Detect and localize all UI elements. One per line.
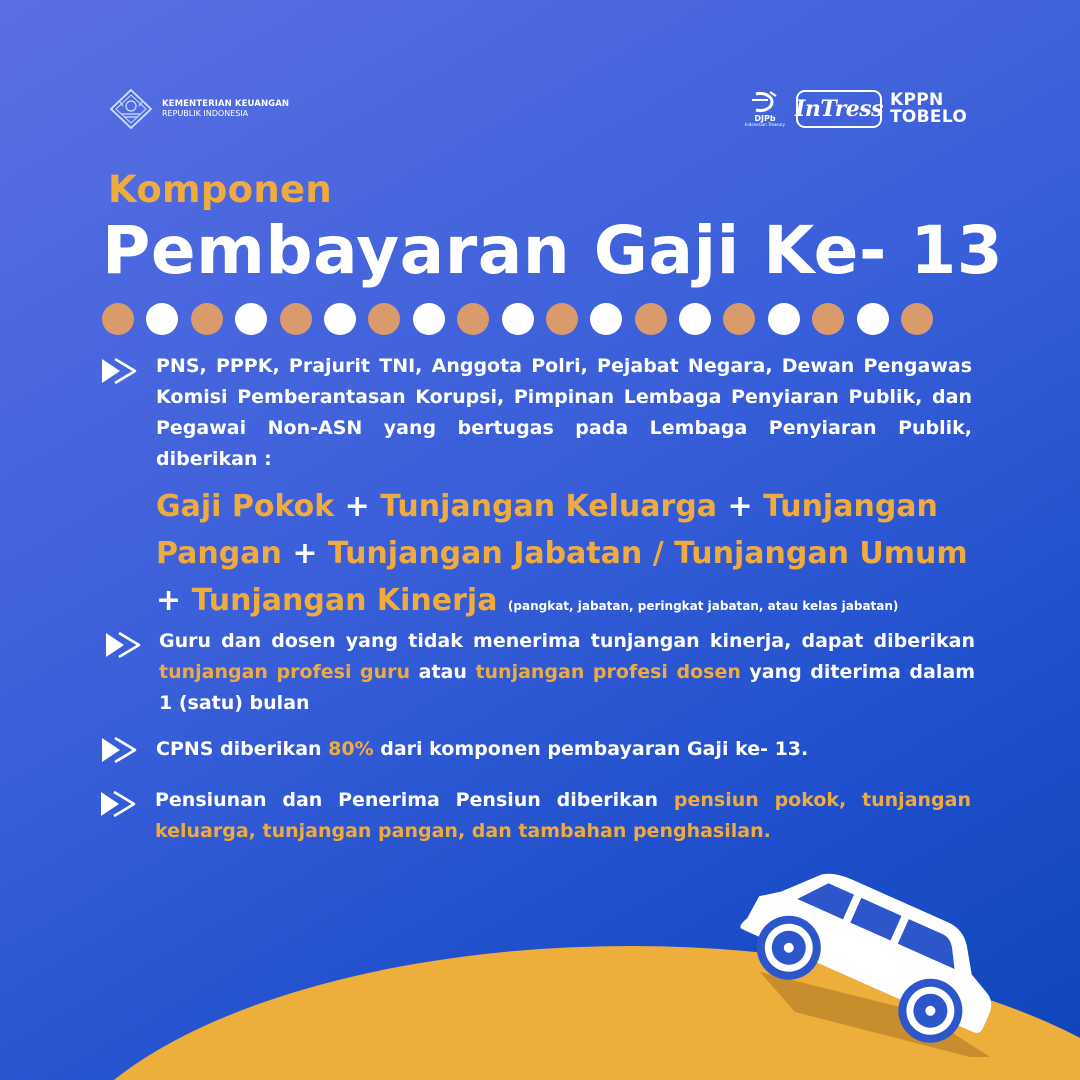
item-text: yang diterima dalam 1 (satu) bulan xyxy=(159,661,975,714)
formula-tunjangan-kinerja: Tunjangan Kinerja xyxy=(191,583,498,618)
formula-gaji-pokok: Gaji Pokok xyxy=(156,489,335,524)
item-pensioners xyxy=(155,785,971,847)
ministry-name: KEMENTERIAN KEUANGAN xyxy=(162,98,290,109)
item-teachers-lecturers xyxy=(159,626,975,719)
double-arrow-icon xyxy=(100,736,138,764)
double-arrow-icon xyxy=(100,357,138,385)
dot-white xyxy=(768,303,800,335)
kppn-label xyxy=(890,92,967,126)
item-text: dari komponen pembayaran Gaji ke- 13. xyxy=(373,738,809,760)
ministry-logo xyxy=(108,88,289,130)
item-highlight: tunjangan profesi guru xyxy=(159,661,411,683)
kppn-line1: KPPN xyxy=(890,90,944,110)
formula-note: (pangkat, jabatan, peringkat jabatan, atau kelas jabatan) xyxy=(507,599,899,613)
dot-orange xyxy=(812,303,844,335)
intress-wordmark: InTress xyxy=(795,96,883,122)
item-eligible-recipients xyxy=(156,351,972,475)
dot-white xyxy=(857,303,889,335)
dot-white xyxy=(235,303,267,335)
subtitle: Komponen xyxy=(108,168,333,211)
kemenkeu-logo-icon xyxy=(108,88,154,130)
formula-plus: + xyxy=(156,583,182,618)
item-highlight: pensiun pokok, tunjangan keluarga, tunjangan pangan, dan tambahan penghasilan. xyxy=(155,789,971,842)
item-text: PNS, PPPK, Prajurit TNI, Anggota Polri, Pejabat Negara, Dewan Pengawas Komisi Pemberantasan Korupsi, Pimpinan Lembaga Penyiaran Publik, dan Pegawai Non-ASN yang bertugas pada Lembaga Penyiaran Publik, diberikan : xyxy=(156,355,972,470)
formula-plus: + xyxy=(344,489,370,524)
dot-orange xyxy=(280,303,312,335)
dot-white xyxy=(146,303,178,335)
item-highlight: tunjangan profesi dosen xyxy=(475,661,741,683)
djpb-name: DJPb xyxy=(754,114,776,124)
item-cpns xyxy=(156,734,972,765)
dot-white xyxy=(413,303,445,335)
double-arrow-icon xyxy=(99,790,137,818)
dot-orange xyxy=(191,303,223,335)
ministry-country: REPUBLIK INDONESIA xyxy=(162,109,249,119)
dot-white xyxy=(324,303,356,335)
item-highlight: 80% xyxy=(328,738,374,760)
item-text: CPNS diberikan xyxy=(156,738,329,760)
djpb-subtitle: Indonesian Treasury xyxy=(744,122,786,128)
dot-white xyxy=(502,303,534,335)
djpb-logo-icon xyxy=(750,90,780,114)
dot-white xyxy=(679,303,711,335)
formula-tunjangan-keluarga: Tunjangan Keluarga xyxy=(380,489,717,524)
dot-orange xyxy=(546,303,578,335)
salary-formula xyxy=(156,483,986,630)
car-icon xyxy=(720,862,1020,1062)
page-title: Pembayaran Gaji Ke- 13 xyxy=(102,212,1004,289)
formula-plus: + xyxy=(727,489,753,524)
dot-orange xyxy=(102,303,134,335)
dot-orange xyxy=(635,303,667,335)
dot-white xyxy=(590,303,622,335)
dot-orange xyxy=(723,303,755,335)
formula-tunjangan-jabatan-umum: Tunjangan Jabatan / Tunjangan Umum xyxy=(327,536,968,571)
formula-plus: + xyxy=(292,536,318,571)
dot-row xyxy=(102,303,933,335)
intress-logo xyxy=(796,90,882,128)
djpb-logo xyxy=(742,90,788,128)
dot-orange xyxy=(457,303,489,335)
dot-orange xyxy=(368,303,400,335)
brand-logos xyxy=(742,90,967,128)
item-text: Guru dan dosen yang tidak menerima tunjangan kinerja, dapat diberikan xyxy=(159,630,975,652)
item-text: Pensiunan dan Penerima Pensiun diberikan xyxy=(155,789,674,811)
formula-tunjangan-pangan: Tunjangan Pangan xyxy=(156,489,938,571)
double-arrow-icon xyxy=(104,631,142,659)
dot-orange xyxy=(901,303,933,335)
kppn-line2: TOBELO xyxy=(890,107,968,127)
item-text: atau xyxy=(410,661,476,683)
